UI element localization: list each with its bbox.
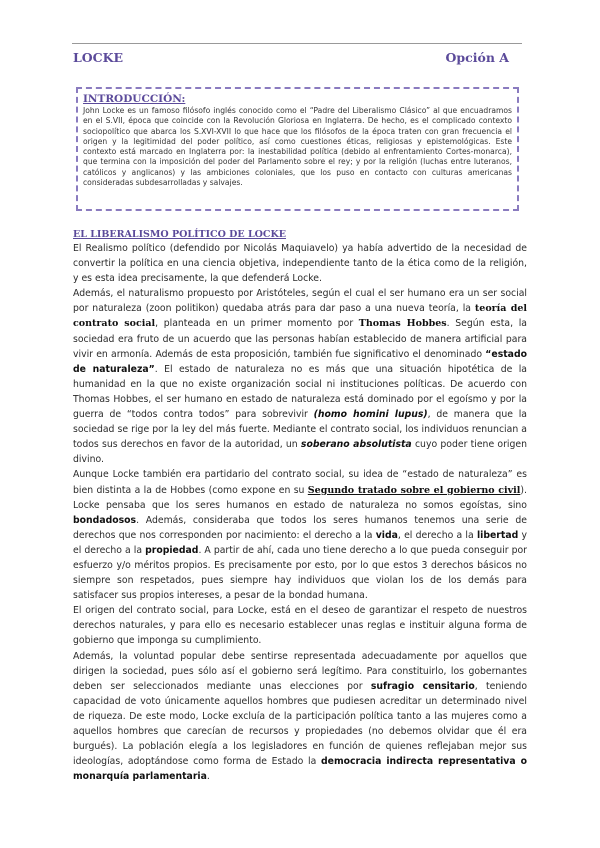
term-propiedad: propiedad (145, 544, 199, 556)
text: . (206, 771, 210, 783)
text: . Según esta, la sociedad era fruto de un acuerdo que las personas habían establecido de manera artificial para vivir en armonía. Además de esta proposición, también fue significativo el denominado (73, 318, 527, 360)
header-author: LOCKE (73, 50, 124, 65)
text: Aunque Locke también era partidario del contrato social, su idea de “estado de naturaleza” es bien distinta a la de Hobbes (como expone en su (73, 469, 527, 496)
term-bondadosos: bondadosos (73, 514, 137, 526)
term-thomas-hobbes: Thomas Hobbes (358, 318, 447, 330)
term-estado-naturaleza: “estado de naturaleza” (73, 348, 527, 375)
text: . Además, consideraba que todos los seres humanos tenemos una serie de derechos que nos corresponden por nacimiento: el derecho a la (73, 514, 527, 541)
term-soberano-absolutista: soberano absolutista (300, 439, 412, 451)
text: , de manera que la sociedad se rige por la ley del más fuerte. Mediante el contrato social, los individuos renuncian a todos sus derechos en favor de la autoridad, un (73, 409, 527, 451)
text: cuyo poder tiene origen divino. (73, 439, 528, 466)
text: ). Locke pensaba que los seres humanos en estado de naturaleza no somos egoístas, sino (73, 484, 527, 511)
text: , teniendo capacidad de voto únicamente aquellos hombres que pudiesen acreditar un determinado nivel de riqueza. De este modo, Locke excluía de la participación política tanto a las mujeres como a aquellos hombres que carecían de recursos y propiedades (no debemos olvidar que él era burgués). La población elegía a los legisladores en función de quienes reflejaban mejor sus ideologías, adoptándose como forma de Estado la (73, 680, 528, 768)
text: . El estado de naturaleza no es más que una situación hipotética de la humanidad en la que no existe organización social ni instituciones políticas. De acuerdo con Thomas Hobbes, el ser humano en estado de naturaleza está dominado por el egoísmo y por la guerra de “todos contra todos” para sobrevivir (73, 363, 527, 421)
term-vida: vida (375, 529, 398, 541)
section-title: EL LIBERALISMO POLÍTICO DE LOCKE (73, 229, 286, 240)
text: Además, la voluntad popular debe sentirse representada adecuadamente por aquellos que dirigen la sociedad, pues sólo así el gobierno será legítimo. Para constituirlo, los gobernantes deben ser seleccionados mediante unas elecciones por (73, 650, 527, 692)
header-option: Opción A (445, 50, 509, 65)
header-rule (72, 43, 522, 44)
term-segundo-tratado: Segundo tratado sobre el gobierno civil (307, 484, 521, 496)
term-contrato-social: teoría del contrato social (73, 303, 527, 330)
text: , el derecho a la (397, 529, 477, 541)
term-democracia-indirecta: democracia indirecta representativa o monarquía parlamentaria (73, 756, 527, 783)
intro-box (76, 87, 519, 211)
paragraph-4: El origen del contrato social, para Locke, está en el deseo de garantizar el respeto de nuestros derechos naturales, y para ello es necesario establecer unas reglas e instituir alguna forma de gobierno que imponga su cumplimiento. (73, 605, 527, 647)
term-homo-homini-lupus: (homo homini lupus) (313, 409, 428, 421)
section-body (73, 241, 527, 784)
text: . A partir de ahí, cada uno tiene derecho a lo que pueda conseguir por esfuerzo y/o méritos propios. Es precisamente por esto, por lo que estos 3 derechos básicos no siempre son respetados, pues siempre hay individuos que violan los de los demás para satisfacer sus propios intereses, a pesar de la bondad humana. (73, 544, 527, 602)
text: y el derecho a la (73, 529, 527, 556)
text: , planteada en un primer momento por (155, 318, 359, 330)
term-libertad: libertad (476, 529, 519, 541)
paragraph-2 (73, 286, 527, 467)
intro-title: INTRODUCCIÓN: (83, 93, 186, 105)
intro-text: John Locke es un famoso filósofo inglés conocido como el “Padre del Liberalismo Clásico” al que encuadramos en el S.VII, época que coincide con la Revolución Gloriosa en Inglaterra. De hecho, es el complicado contexto sociopolítico que abarca los S.XVI-XVII lo que hace que los filósofos de la época traten con gran frecuencia el origen y la legitimidad del poder político, así como cuestiones éticas, religiosas y epistemológicas. Este contexto está marcado en Inglaterra por: la inestabilidad política (debido al enfrentamiento Cortes-monarca), que termina con la imposición del poder del Parlamento sobre el rey; y por la religión (luchas entre luteranos, católicos y anglicanos) y las ambiciones coloniales, que los puso en contacto con culturas americanas consideradas subdesarrolladas y salvajes. (83, 106, 512, 188)
paragraph-1: El Realismo político (defendido por Nicolás Maquiavelo) ya había advertido de la necesidad de convertir la política en una ciencia objetiva, independiente tanto de la ética como de la religión, y es esta idea precisamente, la que defenderá Locke. (73, 243, 527, 285)
paragraph-3 (73, 467, 527, 603)
term-sufragio-censitario: sufragio censitario (370, 680, 475, 692)
paragraph-5 (73, 649, 527, 785)
text: Además, el naturalismo propuesto por Aristóteles, según el cual el ser humano era un ser social por naturaleza (zoon politikon) quedaba atrás para dar paso a una nueva teoría, la (73, 288, 527, 315)
